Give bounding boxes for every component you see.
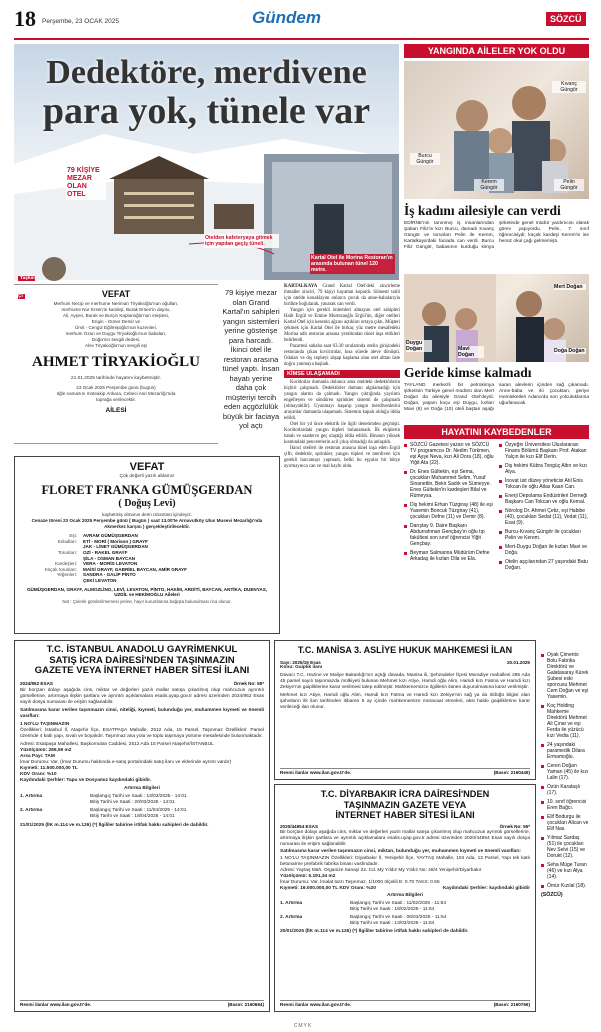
reporter-badge	[18, 266, 40, 299]
obituary-2-title: VEFAT	[129, 461, 165, 473]
obituary-2-nickname: ( Doğuş Levi)	[118, 498, 176, 509]
auction-row	[280, 915, 530, 927]
article-p4: Koridorlar dumanla dolunca ama oteldeki dedektörlerin hiçbiri çalışmadı. Dedektörler dumanı algılamadığı için yangın alarmı da çalmadı. Yangın çıktığında yayılımı engelleyen ve söndüren sprinkler sistemi de çalışmadı (olmayabilir). Uyanmayı başarıp yangın merdivenlerini arayanlar dumanda ulaşamadı. Sistemin kapalı olduğu iddia edildi.	[284, 380, 400, 421]
ad3-value: Kıymeti: 16.000.000,00 TL KDV Oranı: %20	[280, 886, 376, 892]
hero-headline	[14, 54, 399, 130]
story2-title: Geride kimse kalmadı	[404, 365, 532, 380]
family-names: VERA - MORİS LEVATON	[83, 561, 138, 567]
obituary-2-subtitle: Çok değerli yazılı ablamız	[119, 474, 175, 479]
fire-header: YANGINDA AİLELER YOK OLDU	[404, 44, 589, 58]
victim-entry: Nörolog Dr. Ahmet Çetiz, eşi Habibe (40), çocukları Sedat (11), Vedat (11), Esat (9).	[499, 508, 589, 526]
auction-dates	[350, 901, 446, 913]
obituary-1-signature: AİLESİ	[105, 407, 127, 414]
ad1-records: Kaydındaki Şerhler: Tapu ve Dosyamız kaydındaki gibidir.	[20, 778, 152, 784]
auction-label: 1. Artırma	[20, 794, 43, 800]
family-relation: Yeğenleri:	[56, 572, 77, 578]
pull-quote	[222, 288, 280, 430]
header-date: Perşembe, 23 OCAK 2025	[42, 18, 119, 25]
ad2-file-no: Sayı: 2025/19 Esas	[280, 659, 321, 665]
ad3-section-title: Satılmasına karar verilen taşınmazın cinsi, miktarı, bulunduğu yer, muhammen kıymeti ve önemli vasıfları:	[280, 849, 521, 855]
ad2-body2: Mehmet kızı Atiye, Hamdi oğlu Alim, Hamdi kızı Fatma ve Hamdi kızı Zekiye'nin sağ ya da öldüğü bilgisi olan şahısların ilk ilan tarihinden itibaren 6 ay içinde mahkememize müracaat etmeleri, aksi halde gaipliklerine karar verileceği ilan olunur.	[280, 693, 530, 711]
lost-col-3	[541, 652, 589, 889]
family-names: SANDRA - GALİP PİNTO	[83, 572, 136, 578]
obituary-1-funeral-line: toprağa verilecektir.	[96, 397, 136, 402]
hero-headline-line1: Dedektöre, merdivene	[46, 54, 367, 91]
hero-headline-line2: para yok, tünele var	[42, 90, 371, 132]
victim-entry: Darıştay 9. Daire Başkanı Abdurrahman Gençbay'ın oğlu tıp fakültesi son sınıf öğrencisi Yiğit Gençbay.	[404, 523, 494, 547]
victim-entry: Ömür Kızılal (18).	[541, 883, 589, 889]
ad2-footer	[280, 768, 530, 776]
article-p1	[284, 284, 400, 308]
lost-source: (SÖZCÜ)	[541, 892, 563, 898]
victim-entry: Diş hekimi Erhan Tüzgiray (48) ile eşi Yasemin Boncuk Tüzgiray (41), çocukları Defne (11) ve Demir (8).	[404, 502, 494, 520]
ad1-item-title: 1 NO'LU TAŞINMAZIN	[20, 722, 70, 728]
auction-end: Bitiş Tarihi ve Saati : 13/03/2025 - 11:54	[350, 921, 435, 927]
auction-label: 1. Artırma	[280, 901, 303, 907]
ad3-title-line: T.C. DİYARBAKIR İCRA DAİRESİ'NDEN	[320, 789, 490, 799]
photo1-name-c: Kerem Güngör	[474, 179, 504, 191]
family-photo-2	[404, 274, 589, 362]
legal-notice-istanbul	[14, 640, 270, 1012]
article-p3: Pazartesi sabaha saat 03.30 sıralarında otelin girişindeki restoranda çıkan kıvılcımlar, kısa sürede aleve dönüştü. Odaları ve dış cepheyi ahşap kaplama olan otel alttan üste doğru yanmaya başladı.	[284, 344, 400, 367]
obituary-1-date: 21.01.2025 tarihinde hayatını kaybetmiştir.	[70, 376, 162, 381]
auction-end: Bitiş Tarihi ve Saati : 20/03/2025 - 14:01	[90, 800, 175, 806]
ad1-section-title: Satılmasına karar verilen taşınmazın cinsi, niteliği, kıymeti, bulunduğu yer, muhammen kıymeti ve önemli vasıfları:	[20, 708, 264, 720]
hero-label-victims: 79 KİŞİYE MEZAR OLAN OTEL	[66, 166, 106, 200]
ad2-date: 20.01.2025	[507, 659, 530, 665]
victim-entry: İnovat üst düzey yöneticisi Atıl Enis Tokcan ile oğlu Atlas Kaan Can.	[499, 478, 589, 490]
victim-entry: Elif Bodurgu ile çocukları Alican ve Elif Nas.	[541, 814, 589, 832]
victim-entry: Ceren Doğan Yaman (45) ile kızı Lalin (17).	[541, 763, 589, 781]
victim-entry: Enerji Depolama Endüstrileri Derneği Başkanı Can Tokcan ve oğlu Kemal.	[499, 493, 589, 505]
ad1-auctions-header: Artırma Bilgileri	[124, 786, 160, 792]
article-byline: KARTALKAYA	[284, 284, 318, 289]
victim-entry: Oyak Çimento Bolu Fabrika Direktörü ve Galatasaray Kürek Şubesi eski sporcusu Mehmet Cem Doğan ve eşi Yasemin.	[541, 652, 589, 700]
ad3-value-row	[280, 886, 530, 892]
main-article	[284, 284, 400, 630]
auction-label: 2. Artırma	[20, 808, 43, 814]
reporter-name: Taşkın Çİ	[18, 276, 35, 299]
article-p5: Otel bir yıl önce elektrik ile ilgili denetimden geçmişti. Koridorlardaki yangın tüpleri bulunamadı. İlk ekiplerin hatalı ve saatlerce geç ulaştığı iddia edildi. Binanın yüksek kısmındaki pencerelerin acil çıkış olmadığı da anlaşıldı.	[284, 422, 400, 445]
family-names: MAİSİ GRAYF, GABRİEL BAYCAN, AMİR GRAYF	[83, 566, 187, 572]
brand-logo: SÖZCÜ	[546, 12, 586, 26]
ad3-title-line: TAŞINMAZIN GAZETE VEYA	[343, 799, 467, 810]
page-header	[14, 6, 589, 36]
obituary-1-name: AHMET TİRYAKİOĞLU	[32, 354, 200, 370]
obituary-2-family	[21, 533, 273, 583]
ad1-footer	[20, 1000, 264, 1008]
family-relation	[21, 578, 83, 584]
family-relation: Küçük torunları:	[44, 566, 77, 572]
ad2-subject: Konu: Gaiplik ilanı	[280, 665, 323, 671]
obituary-1-intro-line: Alev Tiryakioğlu'nun sevgili eşi	[85, 343, 147, 348]
auction-label: 2. Artırma	[280, 915, 303, 921]
ad1-site: Resmi ilanlar www.ilan.gov.tr'de.	[20, 1002, 92, 1008]
victim-entry: Özyeğin Üniversitesi Uluslararası Finans Bölümü Başkanı Prof. Atakan Yalçın ile kızı Elif Derin.	[499, 442, 589, 460]
ad1-title-line: SATIŞ İCRA DAİRESİ'NDEN TAŞINMAZIN	[49, 654, 235, 666]
auction-start: Başlangıç Tarihi ve Saati : 11/02/2025 - 11:54	[350, 901, 447, 907]
lost-columns	[404, 442, 589, 620]
lost-col-3-wrap	[541, 652, 589, 1012]
obituary-2	[14, 456, 280, 634]
cmyk-label: CMYK	[293, 1023, 313, 1029]
obituary-1-intro-line: Ali, Ayşen, Burak ve Burçin Kaplanoğlu'nun eniştesi,	[62, 313, 169, 318]
family-names: OZİ - RAKEL GRAYF	[83, 549, 128, 555]
auction-start: Başlangıç Tarihi ve Saati : 06/03/2025 - 11:54	[350, 915, 447, 921]
ad1-title-line: T.C. İSTANBUL ANADOLU GAYRİMENKUL	[46, 644, 238, 655]
auction-start: Başlangıç Tarihi ve Saati : 11/04/2025 - 14:01	[90, 808, 187, 814]
ad1-features: Özellikleri: İstanbul İl, Ataşehir İlçe, ESATPAŞA Mahalle, 2512 Ada, 15 Parsel, Taşınmaz Özellikleri: Parsel üzerinde 4 katlı yapı, sıvalı ve boyalıdır. Taşınmaz ana yola ve toplu taşımaya yürüme mesafesinde bulunmaktadır.	[20, 728, 264, 740]
ad2-title: T.C. MANİSA 3. ASLİYE HUKUK MAHKEMESİ İLAN	[297, 645, 513, 655]
victim-entry: Seha Müge Turan (46) ve kızı Alya (14).	[541, 862, 589, 880]
obituary-1-intro-line: Merhum Necip ve merhume Neriman Tiryakioğlu'nun oğulları,	[53, 301, 179, 306]
ad3-file-no: 2020/44954 ESAS	[280, 823, 319, 829]
story2-body: TAYLAND merkezli bir petrokimya şirketinin Türkiye genel müdürü olan Mert Doğan da ailesiyle Grand Otel'deydi. Doğan, yaşam koçu eşi Duygu, kızları Mavi (8) ve Doğa (10) oteli baştan aşağı saran alevlerin içinden sağ çıkamadı. Anne-baba ve iki çocuktan, geriye memleketleri Adana'da son yolculuklarına uğurlanacak.	[404, 383, 589, 412]
victim-entry: Diş hekimi Kübra Tongüç Altın ve kızı Alya.	[499, 463, 589, 475]
ad1-share: Arsa Payı: TAM	[20, 754, 55, 760]
family-names: ETİ - MORİ ( Morison ) GRAYF	[83, 538, 148, 544]
obituary-1-funeral	[14, 385, 218, 403]
auction-dates	[90, 808, 186, 820]
family-row	[21, 578, 273, 584]
obituary-1-intro-line: Ümit - Cengiz Eğilmişoğlu'nun kuzenleri,	[74, 325, 158, 330]
article-p2: Yangın için gerekli önlemleri almayan otel sahipleri Halit Ergül ve Emine Murtezaoğlu Ergül'ün, diğer otelleri Kartal Otel için kesenin ağzını açtıkları ortaya çıktı. Müşteri çekmek için Kartal Otel ile birkaç yüz metre mesafedeki Morina adlı restoran arasına yeraltından tünel inşa ettikleri belirlendi.	[284, 308, 400, 343]
obituary-1	[14, 284, 218, 444]
victim-entry: Ozün Karataşlı (17).	[541, 784, 589, 796]
victim-entry: Mert-Duygu Doğan ile kızları Mavi ve Doğa.	[499, 544, 589, 556]
victim-entry: SÖZCÜ Gazetesi yazarı ve SÖZCÜ TV programcısı Dr. Nedim Türkmen, eşi Ayşe Neva, kızı Ali Dora (18), oğlu Yiğit Ata (22).	[404, 442, 494, 466]
auction-dates	[90, 794, 187, 806]
ad1-intro: Bir borçtan dolayı aşağıda cins, miktar ve değerleri yazılı mallar satışa çıkarılmış olup mahcuzun ayrıntılı görsellerine, artırmaya ilişkin şartlara ve ayrıntılı açıklamalara esatis.uyap.gov.tr adresi üzerinden 2024/952 Esas sayılı dosya numarası ile erişim sağlanabilir.	[20, 688, 264, 706]
ad3-press-no: (Basın: 2160766)	[493, 1002, 530, 1008]
ad2-body: Davacı T.C. Hazine ve Maliye Bakanlığı'nın açtığı davada, Manisa ili, Şehzadeler İlçesi Muradiye mahallesi 285 Ada 45 parsel sayılı taşınmazda mülkiyeti bulunan Mehmet kızı Atiye, Hamdi oğlu Alim, Hamdi kızı Fatma ve Hamdi kızı Zekiye'nin gaipliklerine karar verilmesi talep edilmiştir. Mahkememizce ilgililerin ilanen duyurulmasına karar verilmiştir.	[280, 673, 530, 691]
obituary-1-title: VEFAT	[101, 289, 131, 299]
auction-end: Bitiş Tarihi ve Saati : 18/04/2025 - 14:01	[90, 814, 175, 820]
pull-quote-text: 79 kişiye mezar olan Grand Kartal'ın sahipleri yangın sistemleri yerine gösterişe para harcadı. İkinci otel ile restoran arasına tünel yaptı. İnsan hayatı yerine daha çok müşteriyi tercih eden açgözlülük büyük bir faciaya yol açtı	[222, 288, 280, 430]
ad2-site: Resmi ilanlar www.ilan.gov.tr'de.	[280, 770, 352, 776]
victim-entry: Otelin aşçılarından 27 yaşındaki Batu Doğan.	[499, 559, 589, 571]
ad3-form-no: Örnek No: 55*	[499, 823, 530, 829]
photo2-name-c: Mavi Doğan	[458, 346, 484, 358]
lost-col-1	[404, 442, 494, 620]
hero-label-cafeteria: Otelden kafeteryaya gitmek için yapılan geçiş tüneli.	[204, 234, 279, 248]
photo1-name-b: Burcu Güngör	[410, 153, 440, 165]
obituary-2-funeral: Cenaze töreni 23 Ocak 2025 Perşembe günü ( Bugün ) saat 13.00'te Arnavutköy Ulus Musevi Mezarlığı'nda Akmerkez karşısı ) gerçekleştirilecektir.	[31, 518, 263, 529]
ad3-intro: Bir borçtan dolayı aşağıda cins, miktar ve değerleri yazılı mallar satışa çıkarılmış olup mahcuzun ayrıntılı görsellerine, artırmaya ilişkin şartlara ve ayrıntılı açıklamalara esatis.uyap.gov.tr adresi üzerinden 2020/44954 Esas sayılı dosya numarası ile erişim sağlanabilir.	[280, 830, 530, 848]
ad1-form-no: Örnek No: 55*	[233, 680, 264, 686]
obituary-2-name: FLORET FRANKA GÜMÜŞGERDAN	[41, 483, 253, 497]
ad3-title	[280, 789, 530, 821]
ad1-title-line: GAZETE VEYA İNTERNET HABER SİTESİ İLANI	[34, 665, 250, 676]
obituary-1-intro-line: merhum Ozan ve Duygu Tiryakioğlu'nun babaları,	[65, 331, 167, 336]
section-title: Gündem	[252, 8, 321, 27]
obituary-2-date: kaybetmiş olmanın derin üzüntüsü içindeyiz.	[102, 512, 192, 517]
victim-entry: Yılmaz Sardaş (51) ile çocukları Nev Selvi (15) ve Dorukt (12).	[541, 835, 589, 859]
ad3-auctions	[280, 901, 530, 927]
article-p6: İkinci otelleri ile restoran arasına tünel inşa eden Ergül çifti, dedektör, sprinkler, yangın tüpleri ve merdiven için gerekli harcamayı yapmadı, belki bu eşyalar bir bütçe ayırmayınca can ve mal kaybı oldu.	[284, 446, 400, 469]
family-names: JAK - LİNET GÜMÜŞGERDAN	[83, 544, 148, 550]
ad3-refs	[280, 824, 530, 830]
auction-row	[20, 794, 264, 806]
family-photo-1	[404, 61, 589, 199]
family-relation: Torunları:	[57, 549, 77, 555]
header-rule	[14, 38, 589, 40]
article-p1-text: Grand Kartal Otel'deki zincirleme ihmaller zinciri, 79 kişiyi hayattan kopardı. Sömestr tatili için otelde konaklayan onlarca çocuk da anne-babalarıyla birlikte boğularak, yanarak can verdi.	[284, 284, 400, 307]
ad3-footer-note: 20/01/2025 (İİK m.114 ve m.126) (*) İlgililer tabirine irtifak hakkı sahipleri de dahildir.	[280, 929, 469, 935]
article-subhead: KİMSE ULAŞAMADI	[284, 370, 400, 378]
lost-header: HAYATINI KAYBEDENLER	[404, 425, 589, 439]
legal-notice-diyarbakir	[274, 784, 536, 1012]
victim-entry: Dr. Enes Gültekin, eşi Sema, çocukları Muhammet Selim, Yusuf Sinanettin, Bekir Sadık ve Sümeyye. Enes Gültekin'in kardeşleri Bilal ve Rümeysa.	[404, 469, 494, 499]
family-names: AVRAM GÜMÜŞGERDAN	[83, 533, 138, 539]
victim-entry: Beyman Salmanna Müdürüm Defne Arkadaş ile kızları Dila ve Ela.	[404, 550, 494, 562]
page-number: 18	[14, 6, 36, 31]
obituary-1-intro-line: Doğa'nın sevgili dedesi,	[91, 337, 141, 342]
obituary-1-funeral-line: öğle namazını müteakip Ankara, Cebeci Asri Mezarlığı'nda	[56, 391, 176, 396]
family-names: ÇEKİ LEVATON	[83, 577, 117, 583]
ad2-press-no: (Basın: 2160449)	[493, 770, 530, 776]
victim-entry: 24 yaşındaki paramedik Dilara Ermamoğlu.	[541, 742, 589, 760]
ad1-address: Adresi: Esatpaşa Mahallesi, Başkomutan Caddesi, 2512 Ada 15 Parsel Ataşehir/İSTANBUL	[20, 742, 214, 748]
story1-body: EDİRNE'nin tanınmış iş insanlarından Şaban Filiz'in kızı Burcu, damadı Kıvanç Güngör ve torunları Pelin ile Kerem, Kartalkaya'daki faciada can verdi. Burcu Filiz Güngör, babasının kurduğu kimya şirketinde genel müdür yardımcısı olarak görev yapıyordu. Pelin, 7. sınıf öğrencisiydi; küçük kardeşi Kerem'in ise henüz okul çağı gelmemişti.	[404, 221, 589, 250]
obituary-2-footer: GÜMÜŞGERDAN, GRAYF, ALMOZLİNO, LEVİ, LEVATON, PİNTO, HAKİM, ARDİTİ, BAYCAN, ANTİKA, DUENYAS, UZDİL ve HEKİMOĞLU Aileleri	[26, 586, 268, 598]
lost-col-2	[499, 442, 589, 620]
ad3-area: Yüzölçümü: 5.191,34 m2	[280, 874, 336, 880]
ad3-title-line: İNTERNET HABER SİTESİ İLANI	[335, 810, 475, 820]
obituary-2-note: Not : Çelenk gönderilmemesi yerine, hayır kurumlarına bağışta bulunulması rica olunur.	[62, 598, 232, 604]
photo1-name-d: Pelin Güngör	[554, 179, 584, 191]
ad3-site: Resmi ilanlar www.ilan.gov.tr'de.	[280, 1002, 352, 1008]
ad1-refs	[20, 681, 264, 687]
auction-dates	[350, 915, 446, 927]
ad1-zoning: İmar Durumu: Var, (İmar Durumu hakkında e-satış portalındaki satış ilanı ve eklerinde ayrıntı vardır)	[20, 760, 232, 766]
ad1-area: Yüzölçümü: 286,59 m2	[20, 748, 72, 754]
photo1-name-a: Kıvanç Güngör	[552, 81, 586, 93]
legal-notice-manisa	[274, 640, 536, 780]
ad1-auctions	[20, 794, 264, 820]
family-relation: Kardeşleri:	[55, 561, 77, 567]
ad1-title	[20, 645, 264, 677]
auction-row	[280, 901, 530, 913]
hero-label-kartal: Kartal Otel ile Morina Restoran'ın arasında bulunan tünel 120 metre.	[310, 254, 395, 274]
ad3-zoning: İmar Durumu: Var, İmalat tarzı Taşınmaz, 1/1000 ölçekli E: 0.70 TAKS: 0.55	[280, 880, 440, 886]
victim-entry: 10. sınıf öğrencisi Eren Bağcı.	[541, 799, 589, 811]
ad1-press-no: (Basın: 2160684)	[227, 1002, 264, 1008]
ad1-value: Kıymeti: 11.500.000,00 TL	[20, 766, 78, 772]
print-marks	[268, 1014, 338, 1029]
photo2-name-b: Duygu Doğan	[406, 340, 432, 352]
family-relation: Eşi:	[69, 533, 77, 539]
ad3-address: Adresi: Yaytaş Mah. Organize Sanayi 22. Cd. My Yıldız My Yıldız No: 48/4 Yenişehir/Diyarbakır	[280, 868, 482, 874]
ad3-records: Kaydındaki Şerhler: kaydındaki gibidir	[442, 886, 530, 892]
obituary-1-funeral-line: 23 Ocak 2025 Perşembe günü (bugün)	[76, 385, 156, 390]
photo2-name-d: Doğa Doğan	[554, 348, 585, 354]
story1-title: İş kadını ailesiyle can verdi	[404, 203, 561, 218]
victim-entry: Burcu-Kıvanç Güngör ile çocukları Pelin ve Kerem.	[499, 529, 589, 541]
family-names: ŞİLA - OSMAN BAYCAN	[83, 555, 135, 561]
ad1-vat: KDV Oranı: %10	[20, 772, 57, 778]
ad3-footer	[280, 1000, 530, 1008]
auction-row	[20, 808, 264, 820]
ad3-item: 1 NO'LU TAŞINMAZIN Özellikleri: Diyarbakır İl, Yenişehir İlçe, YAYTAŞ Mahalle, 104 Ada, 13 Parsel, Yapı tek katlı betonarme prefabrik fabrika binası vasfındadır.	[280, 856, 530, 868]
ad1-file-no: 2024/952 ESAS	[20, 680, 53, 686]
sidebar	[404, 44, 589, 652]
obituary-1-intro-line: merhume Nur Ersen'in kardeşi, Burak Ersen'in dayısı,	[61, 307, 171, 312]
family-relation: Evladları:	[57, 538, 77, 544]
auction-end: Bitiş Tarihi ve Saati : 18/02/2025 - 11:54	[350, 907, 435, 913]
photo2-name-a: Mert Doğan	[554, 284, 586, 290]
obituary-1-intro	[14, 301, 218, 349]
ad1-footer-note: 21/01/2025 (İİK m.114 ve m.126) (*) İlgililer tabirine irtifak hakkı sahipleri de dahildir.	[20, 823, 209, 829]
victim-entry: Koç Holding Mahkeme Direktörü Mehmet Ali Çınar ve eşi Ferda ile yüzücü kızı Vedia (11).	[541, 703, 589, 739]
ad3-auctions-header: Artırma Bilgileri	[387, 893, 423, 899]
obituary-1-intro-line: Engin - Güner Demir ve	[91, 319, 141, 324]
auction-start: Başlangıç Tarihi ve Saati : 13/03/2025 - 14:01	[90, 794, 187, 800]
